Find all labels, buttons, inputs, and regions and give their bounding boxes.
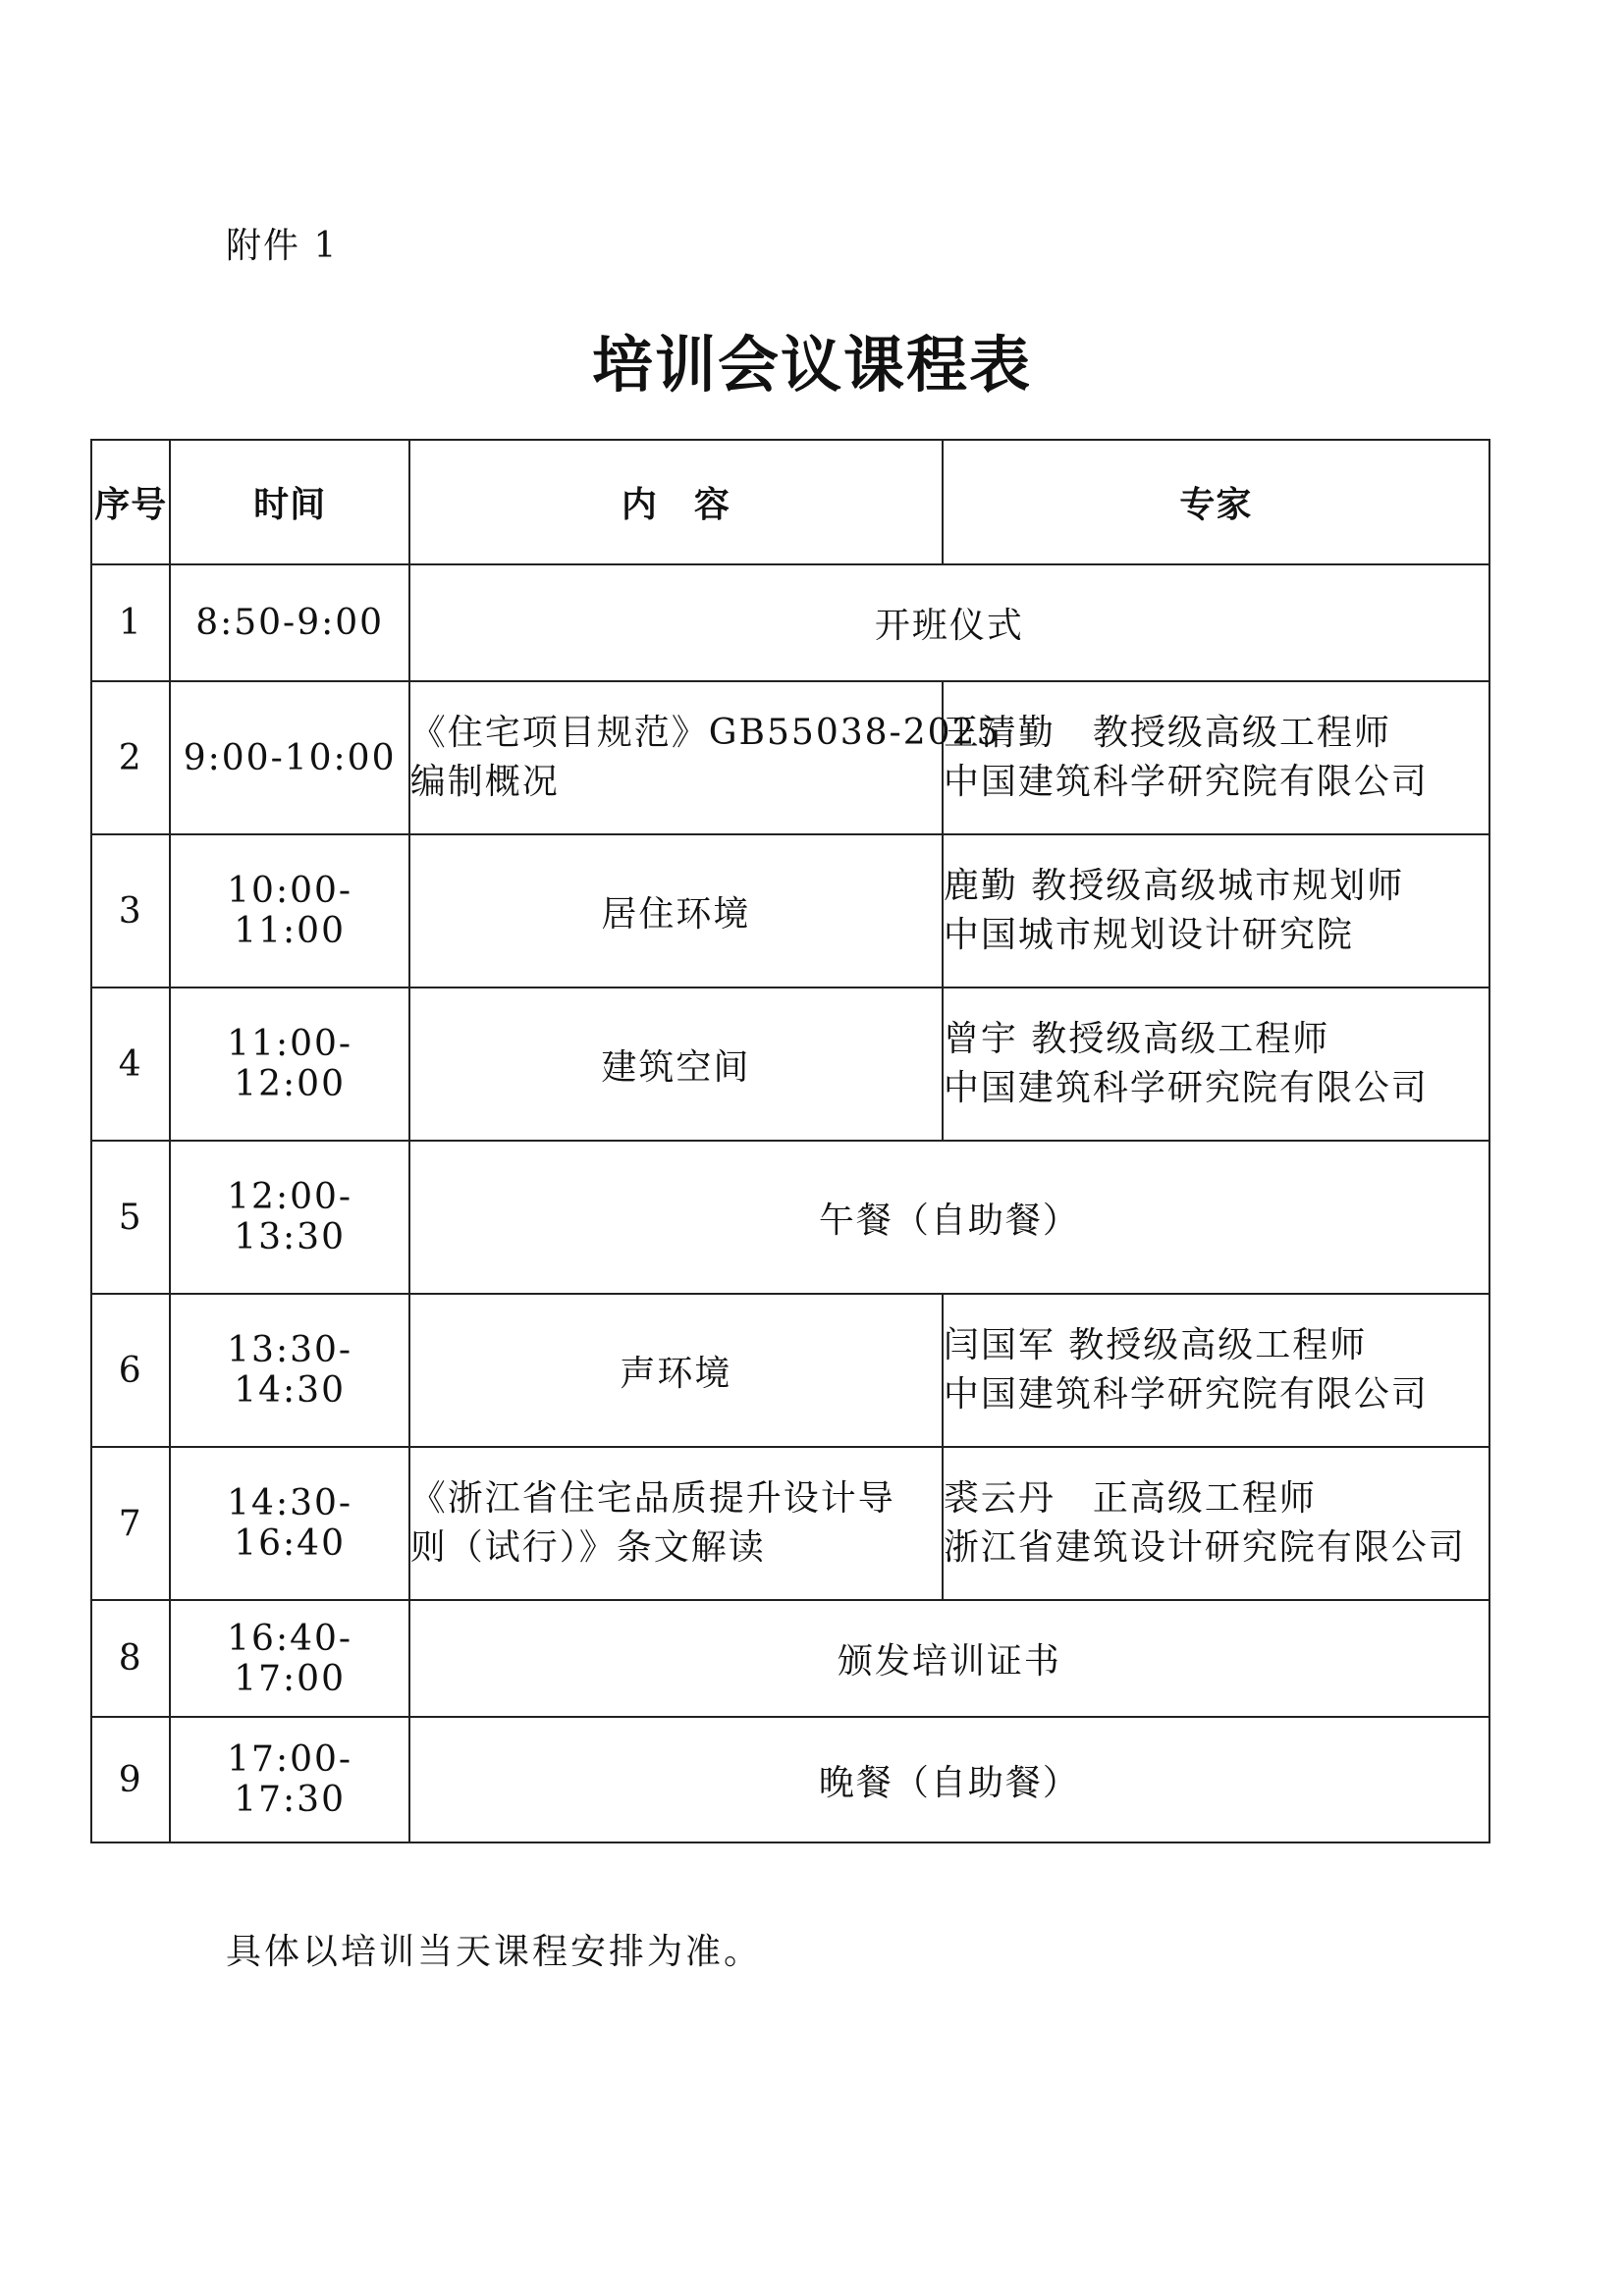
row-content: 颁发培训证书: [409, 1600, 1489, 1717]
expert-organization: 中国城市规划设计研究院: [943, 915, 1354, 955]
row-content: 居住环境: [409, 834, 943, 988]
header-time: 时间: [170, 440, 408, 564]
row-time: 16:40-17:00: [170, 1600, 408, 1717]
row-time: 17:00-17:30: [170, 1717, 408, 1842]
table-row: [91, 681, 1489, 834]
row-time: 8:50-9:00: [170, 564, 408, 681]
expert-name-title: 闫国军 教授级高级工程师: [943, 1325, 1368, 1365]
row-expert: [943, 834, 1489, 988]
expert-organization: 中国建筑科学研究院有限公司: [943, 1068, 1429, 1108]
content-line: 编制概况: [409, 762, 560, 802]
row-no: 1: [91, 564, 170, 681]
row-expert: [943, 681, 1489, 834]
row-time: 10:00-11:00: [170, 834, 408, 988]
table-row: [91, 1141, 1489, 1294]
table-row: [91, 1447, 1489, 1600]
row-no: 9: [91, 1717, 170, 1842]
schedule-table: [90, 439, 1490, 1843]
row-no: 4: [91, 988, 170, 1141]
expert-name-title: 王清勤 教授级高级工程师: [943, 713, 1391, 753]
row-content: 建筑空间: [409, 988, 943, 1141]
content-line: 《浙江省住宅品质提升设计导: [409, 1478, 895, 1519]
header-content: 内 容: [409, 440, 943, 564]
document-title: 培训会议课程表: [591, 329, 1032, 400]
header-no: 序号: [91, 440, 170, 564]
row-content: 午餐（自助餐）: [409, 1141, 1489, 1294]
table-row: [91, 1294, 1489, 1447]
row-expert: [943, 988, 1489, 1141]
footnote: 具体以培训当天课程安排为准。: [226, 1932, 763, 1972]
table-header-row: [91, 440, 1489, 564]
expert-organization: 浙江省建筑设计研究院有限公司: [943, 1527, 1466, 1568]
expert-name-title: 鹿勤 教授级高级城市规划师: [943, 866, 1405, 906]
row-content: [409, 1447, 943, 1600]
row-time: 11:00-12:00: [170, 988, 408, 1141]
row-no: 5: [91, 1141, 170, 1294]
table-row: [91, 1600, 1489, 1717]
row-time: 13:30-14:30: [170, 1294, 408, 1447]
row-no: 2: [91, 681, 170, 834]
attachment-label: 附件 1: [226, 226, 339, 266]
row-content: 开班仪式: [409, 564, 1489, 681]
expert-name-title: 裘云丹 正高级工程师: [943, 1478, 1317, 1519]
table-row: [91, 1717, 1489, 1842]
row-content: [409, 681, 1001, 834]
row-expert: [943, 1447, 1489, 1600]
content-line: 则（试行）》条文解读: [409, 1527, 766, 1568]
expert-organization: 中国建筑科学研究院有限公司: [943, 1374, 1429, 1415]
table-row: [91, 564, 1489, 681]
row-no: 6: [91, 1294, 170, 1447]
row-content: 声环境: [409, 1294, 943, 1447]
table-row: [91, 834, 1489, 988]
table-row: [91, 988, 1489, 1141]
row-no: 3: [91, 834, 170, 988]
expert-name-title: 曾宇 教授级高级工程师: [943, 1019, 1330, 1059]
content-line: 《住宅项目规范》GB55038-2025: [409, 713, 1001, 753]
row-time: 9:00-10:00: [170, 681, 408, 834]
row-no: 7: [91, 1447, 170, 1600]
header-expert: 专家: [943, 440, 1489, 564]
expert-organization: 中国建筑科学研究院有限公司: [943, 762, 1429, 802]
row-no: 8: [91, 1600, 170, 1717]
row-expert: [943, 1294, 1489, 1447]
row-time: 12:00-13:30: [170, 1141, 408, 1294]
row-time: 14:30-16:40: [170, 1447, 408, 1600]
row-content: 晚餐（自助餐）: [409, 1717, 1489, 1842]
